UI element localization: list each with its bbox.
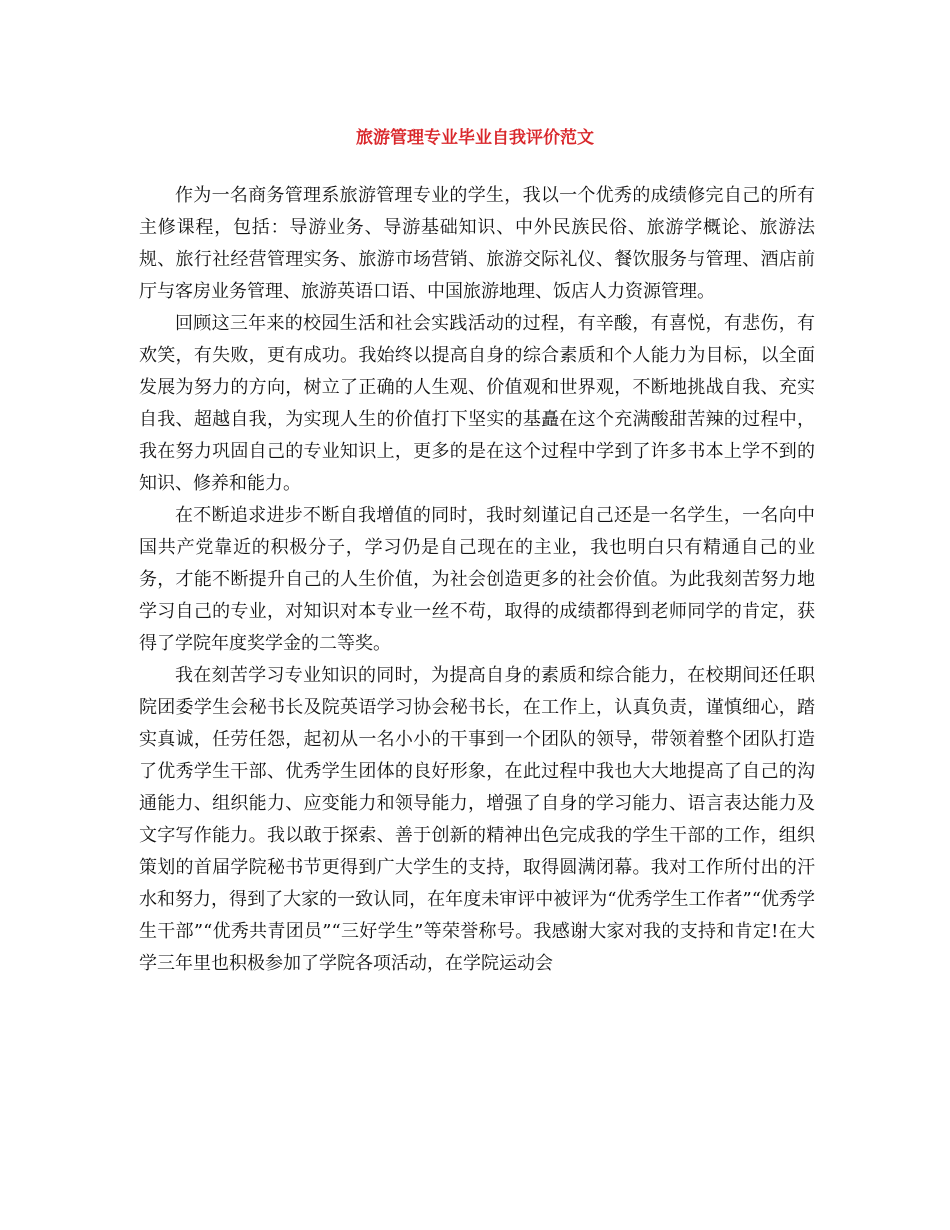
paragraph-1: 作为一名商务管理系旅游管理专业的学生，我以一个优秀的成绩修完自己的所有主修课程，包括：导游业务、导游基础知识、中外民族民俗、旅游学概论、旅游法规、旅行社经营管理实务、旅游市场营销、旅游交际礼仪、餐饮服务与管理、酒店前厅与客房业务管理、旅游英语口语、中国旅游地理、饭店人力资源管理。 — [139, 185, 815, 302]
paragraph-4: 我在刻苦学习专业知识的同时，为提高自身的素质和综合能力，在校期间还任职院团委学生会秘书长及院英语学习协会秘书长，在工作上，认真负责，谨慎细心，踏实真诚，任劳任怨，起初从一名小小的干事到一个团队的领导，带领着整个团队打造了优秀学生干部、优秀学生团体的良好形象，在此过程中我也大大地提高了自己的沟通能力、组织能力、应变能力和领导能力，增强了自身的学习能力、语言表达能力及文字写作能力。我以敢于探索、善于创新的精神出色完成我的学生干部的工作，组织策划的首届学院秘书节更得到广大学生的支持，取得圆满闭幕。我对工作所付出的汗水和努力，得到了大家的一致认同，在年度未审评中被评为“优秀学生工作者”“优秀学生干部”“优秀共青团员”“三好学生”等荣誉称号。我感谢大家对我的支持和肯定!在大学三年里也积极参加了学院各项活动，在学院运动会 — [139, 665, 815, 974]
paragraph-2: 回顾这三年来的校园生活和社会实践活动的过程，有辛酸，有喜悦，有悲伤，有欢笑，有失败，更有成功。我始终以提高自身的综合素质和个人能力为目标，以全面发展为努力的方向，树立了正确的人生观、价值观和世界观，不断地挑战自我、充实自我、超越自我，为实现人生的价值打下坚实的基矗在这个充满酸甜苦辣的过程中，我在努力巩固自己的专业知识上，更多的是在这个过程中学到了许多书本上学不到的知识、修养和能力。 — [139, 313, 815, 494]
paragraph-3: 在不断追求进步不断自我增值的同时，我时刻谨记自己还是一名学生，一名向中国共产党靠近的积极分子，学习仍是自己现在的主业，我也明白只有精通自己的业务，才能不断提升自己的人生价值，为社会创造更多的社会价值。为此我刻苦努力地学习自己的专业，对知识对本专业一丝不苟，取得的成绩都得到老师同学的肯定，获得了学院年度奖学金的二等奖。 — [139, 505, 815, 654]
document-body — [139, 180, 815, 980]
document-title: 旅游管理专业毕业自我评价范文 — [356, 128, 594, 148]
